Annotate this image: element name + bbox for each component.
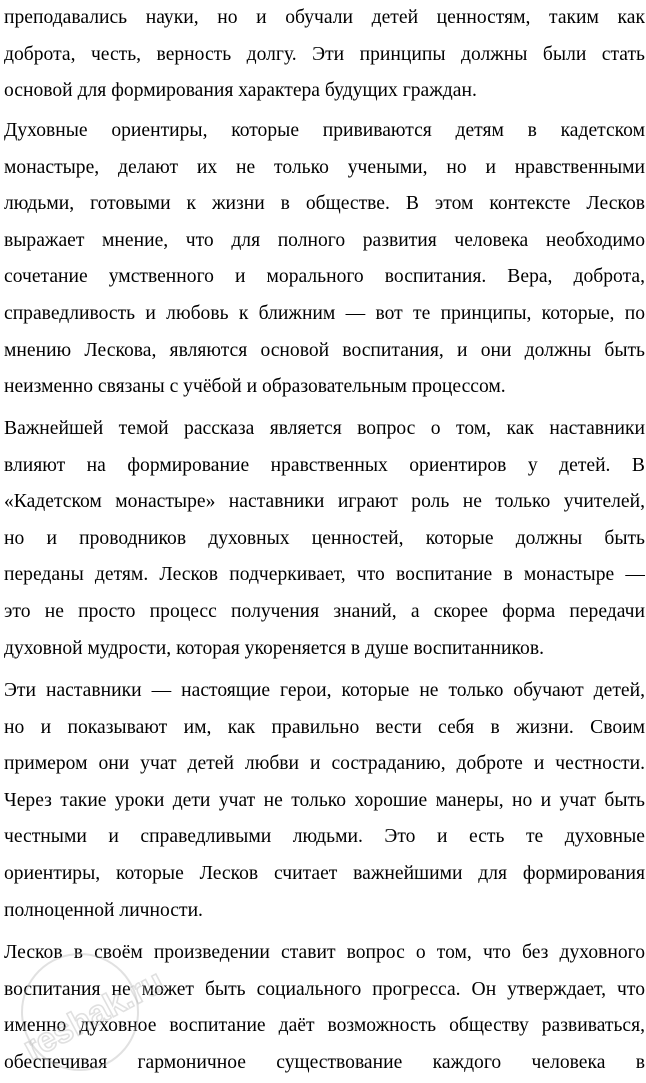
paragraph-4 [4,673,645,929]
text-line: духовной мудрости, которая укореняется в душе воспитанников. [4,637,544,659]
text-line: основой для формирования характера будущих граждан. [4,80,477,102]
text-line: но и показывают им, как правильно вести себя в жизни. Своим [4,716,645,738]
text-line: доброта, честь, верность долгу. Эти принципы должны были стать [4,43,645,65]
watermark-text: reshak.ru [17,962,171,1068]
text-line: влияют на формирование нравственных ориентиров у детей. В [4,454,645,476]
text-line: Через такие уроки дети учат не только хорошие манеры, но и учат быть [4,789,645,811]
text-line: это не просто процесс получения знаний, а скорее форма передачи [4,600,645,622]
text-line: людьми, готовыми к жизни в обществе. В этом контексте Лесков [4,193,645,215]
text-line: переданы детям. Лесков подчеркивает, что воспитание в монастыре — [4,564,645,586]
paragraph-3 [4,411,645,667]
text-line: сочетание умственного и морального воспитания. Вера, доброта, [4,266,645,288]
text-line: но и проводников духовных ценностей, которые должны быть [4,527,645,549]
text-line: монастыре, делают их не только учеными, но и нравственными [4,156,645,178]
text-line: «Кадетском монастыре» наставники играют роль не только учителей, [4,491,645,513]
text-line: воспитания не может быть социального прогресса. Он утверждает, что [4,978,645,1000]
text-line: ориентиры, которые Лесков считает важнейшими для формирования [4,862,645,884]
text-line: справедливость и любовь к ближним — вот те принципы, которые, по [4,302,645,324]
text-line: именно духовное воспитание даёт возможность обществу развиваться, [4,1015,645,1037]
text-line: примером они учат детей любви и состраданию, доброте и честности. [4,753,645,775]
text-line: Лесков в своём произведении ставит вопрос о том, что без духовного [4,942,645,963]
paragraph-1 [4,0,645,110]
text-line: Духовные ориентиры, которые прививаются детям в кадетском [4,120,645,141]
text-line: полноценной личности. [4,899,203,921]
paragraph-2 [4,113,645,406]
text-line: Эти наставники — настоящие герои, которые не только обучают детей, [4,680,645,701]
text-line: мнению Лескова, являются основой воспитания, и они должны быть [4,339,645,361]
paragraph-5 [4,935,645,1081]
text-line: Важнейшей темой рассказа является вопрос о том, как наставники [4,418,645,439]
text-line: честными и справедливыми людьми. Это и есть те духовные [4,826,645,848]
text-line: обеспечивая гармоничное существование каждого человека в [4,1051,645,1073]
text-line: неизменно связаны с учёбой и образовательным процессом. [4,376,506,398]
text-line: выражает мнение, что для полного развития человека необходимо [4,229,645,251]
text-line: преподавались науки, но и обучали детей ценностям, таким как [4,7,645,28]
